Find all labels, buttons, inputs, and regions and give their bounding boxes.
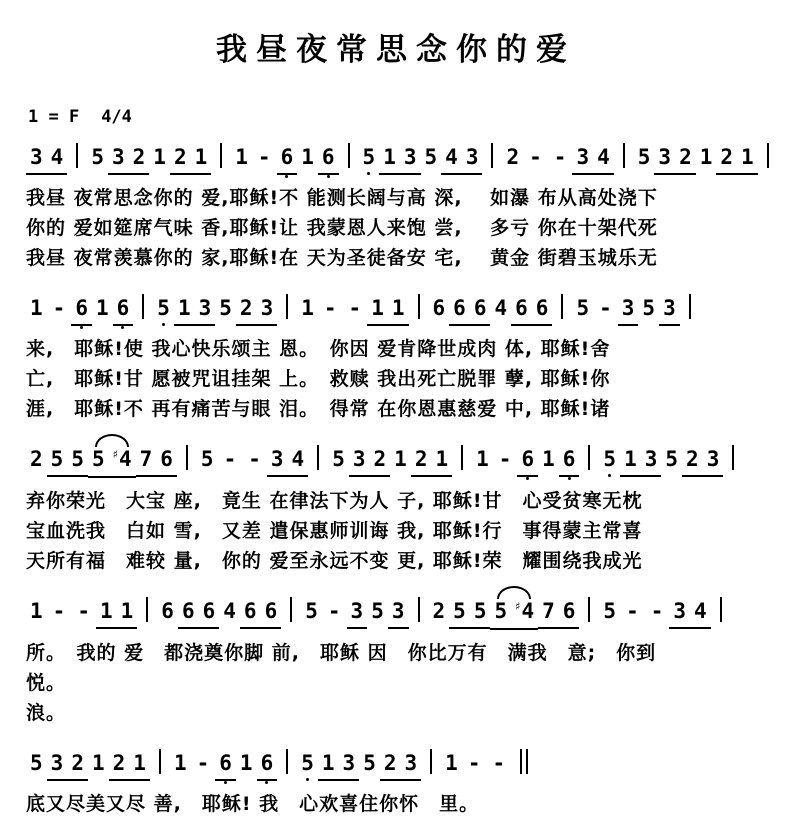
- music-line: [26, 735, 766, 781]
- dash-note: -: [467, 751, 481, 775]
- note: 5: [473, 599, 487, 623]
- beam-group: [572, 145, 613, 175]
- beam-group: [654, 145, 695, 175]
- dash-note: -: [529, 145, 542, 169]
- note: 2: [30, 447, 43, 471]
- note: 5: [30, 751, 43, 775]
- dash-note: -: [498, 447, 512, 471]
- note: 6: [160, 447, 173, 471]
- barline: [732, 445, 734, 470]
- beam-group: [318, 751, 359, 781]
- note: 1: [383, 145, 396, 169]
- barline: [623, 143, 625, 168]
- beam-group: [240, 599, 281, 629]
- note: 2: [373, 447, 387, 471]
- note: 3: [198, 296, 212, 320]
- note: 4: [223, 599, 236, 623]
- beam-group: [47, 447, 88, 477]
- note: 1: [239, 751, 253, 775]
- note: 6: [243, 599, 257, 623]
- beam-group: [517, 447, 538, 477]
- barline: [317, 445, 319, 470]
- note: 1: [99, 599, 113, 623]
- note: 3: [270, 447, 284, 471]
- note: 2: [679, 145, 692, 169]
- barline: [286, 294, 288, 319]
- note: 4: [694, 599, 707, 623]
- beam-group: [88, 447, 136, 478]
- beam-group: [318, 145, 339, 175]
- note: 5: [603, 599, 617, 623]
- note: 5: [200, 447, 214, 471]
- beam-group: [659, 296, 680, 326]
- dash-note: -: [323, 296, 337, 320]
- barline: [491, 143, 493, 168]
- lyric-line: 天所有福 难较 量, 你的 爱至永远不变 更, 耶稣!荣 耀围绕我成光: [26, 550, 643, 572]
- note: 1: [476, 447, 489, 471]
- beam-group: [559, 447, 580, 477]
- note: 6: [113, 296, 134, 320]
- note: 3: [673, 599, 687, 623]
- note: 6: [257, 751, 278, 775]
- beam-group: [669, 599, 710, 629]
- note: 4: [291, 447, 305, 471]
- dash-note: -: [196, 751, 210, 775]
- beam-group: [511, 296, 552, 326]
- note: 2: [112, 751, 126, 775]
- note: 3: [576, 145, 590, 169]
- note: ♯4: [515, 599, 535, 623]
- note: 6: [559, 447, 580, 471]
- note: 6: [318, 145, 339, 169]
- note: 1: [741, 145, 754, 169]
- note: 4: [494, 296, 508, 320]
- note: 3: [663, 296, 676, 320]
- beam-group: [113, 296, 134, 326]
- dash-note: -: [257, 145, 271, 169]
- barline: [220, 143, 222, 168]
- note: 5: [91, 447, 105, 471]
- lyric-line: 所。 我的 爱 都浇奠你脚 前, 耶稣 因 你比万有 满我 意; 你到: [26, 642, 657, 664]
- barline: [146, 597, 148, 622]
- dash-note: -: [327, 599, 341, 623]
- note: 1: [95, 296, 109, 320]
- beam-group: [178, 599, 219, 629]
- beam-group: [441, 145, 482, 175]
- note: 1: [133, 751, 146, 775]
- beam-group: [215, 751, 236, 781]
- beam-group: [170, 145, 211, 175]
- note: 3: [352, 447, 366, 471]
- note: 3: [465, 145, 479, 169]
- barline: [767, 143, 769, 168]
- note: 1: [391, 296, 405, 320]
- note: 5: [363, 751, 376, 775]
- note: 6: [517, 447, 538, 471]
- barline: [159, 749, 161, 774]
- beam-group: [136, 447, 177, 477]
- barline: [142, 294, 144, 319]
- barline: [720, 597, 722, 622]
- dash-note: -: [626, 599, 639, 623]
- note: 5: [371, 599, 384, 623]
- note: 2: [239, 296, 253, 320]
- barline: [418, 294, 420, 319]
- note: 6: [161, 599, 174, 623]
- note: 4: [597, 145, 610, 169]
- beam-group: [449, 599, 490, 629]
- barline: [186, 445, 188, 470]
- note: 5: [642, 296, 656, 320]
- note: 3: [260, 296, 274, 320]
- system-1: [26, 129, 766, 273]
- note: 6: [473, 296, 487, 320]
- dash-note: -: [492, 751, 506, 775]
- note: 1: [371, 296, 384, 320]
- note: 5: [637, 145, 651, 169]
- note: 5: [297, 751, 318, 775]
- lyric-line: 你的 爱如筵席气味 香,耶稣!让 我蒙恩人来饱 尝, 多亏 你在十架代死: [26, 217, 658, 239]
- key-signature-line: [28, 107, 766, 127]
- note: 2: [686, 447, 699, 471]
- lyric-line: 我昼 夜常思念你的 爱,耶稣!不 能测长阔与高 深, 如瀑 布从高处浇下: [26, 187, 658, 209]
- note: 1: [624, 447, 637, 471]
- beam-group: [620, 447, 661, 477]
- note: 5: [424, 145, 438, 169]
- note: 5: [453, 599, 466, 623]
- beam-group: [267, 447, 308, 477]
- music-line: [26, 583, 766, 630]
- note: 7: [139, 447, 153, 471]
- note: 2: [432, 599, 446, 623]
- lyric-line: 弃你荣光 大宝 座, 竟生 在律法下为人 子, 耶稣!甘 心受贫寒无枕: [26, 490, 643, 512]
- beam-group: [71, 296, 92, 326]
- beam-group: [108, 145, 149, 175]
- note: 3: [30, 145, 43, 169]
- note: 1: [445, 751, 458, 775]
- system-2: [26, 280, 766, 424]
- note: 1: [194, 145, 208, 169]
- barline: [418, 597, 420, 622]
- system-4: [26, 583, 766, 728]
- note: 6: [277, 145, 298, 169]
- dash-note: -: [223, 447, 237, 471]
- barline: [561, 294, 563, 319]
- beam-group: [367, 296, 408, 326]
- barline: [588, 597, 590, 622]
- lyric-line: 亡, 耶稣!甘 愿被咒诅挂架 上。 救赎 我出死亡脱罪 孽, 耶稣!你: [26, 368, 611, 390]
- dash-note: -: [650, 599, 664, 623]
- beam-group: [388, 599, 409, 629]
- system-3: [26, 431, 766, 576]
- lyric-line: 浪。: [26, 702, 67, 724]
- beam-group: [26, 145, 67, 175]
- note: 6: [535, 296, 549, 320]
- barline: [689, 294, 691, 319]
- beam-group: [47, 751, 88, 781]
- note: 3: [342, 751, 356, 775]
- score: [26, 129, 766, 819]
- note: 3: [706, 447, 720, 471]
- sharp-icon: ♯: [515, 600, 521, 613]
- note: 2: [132, 145, 146, 169]
- note: 5: [305, 599, 318, 623]
- note: 5: [359, 145, 380, 169]
- note: 1: [542, 447, 555, 471]
- dash-note: -: [248, 447, 261, 471]
- beam-group: [236, 296, 277, 326]
- note: 1: [153, 145, 166, 169]
- note: 6: [71, 296, 92, 320]
- note: 1: [301, 145, 314, 169]
- note: 3: [621, 296, 635, 320]
- beam-group: [257, 751, 278, 781]
- beam-group: [109, 751, 150, 781]
- system-5: [26, 735, 766, 819]
- lyric-line: 底又尽美又尽 善, 耶稣! 我 心欢喜住你怀 里。: [26, 793, 480, 815]
- note: 1: [91, 751, 105, 775]
- note: 1: [30, 296, 43, 320]
- beam-group: [449, 296, 490, 326]
- note: 1: [301, 296, 314, 320]
- lyric-line: 来, 耶稣!使 我心快乐颂主 恩。 你因 爱肯降世成肉 体, 耶稣!舍: [26, 338, 611, 360]
- note: 3: [350, 599, 364, 623]
- beam-group: [349, 447, 390, 477]
- note: 5: [494, 599, 508, 623]
- note: 6: [562, 599, 576, 623]
- note: 2: [173, 145, 187, 169]
- note: 3: [658, 145, 672, 169]
- slur-arc: [490, 599, 538, 630]
- beam-group: [96, 599, 137, 629]
- note: 4: [445, 145, 458, 169]
- note: 1: [321, 751, 335, 775]
- barline: [430, 749, 432, 774]
- barline: [286, 749, 288, 774]
- note: 3: [50, 751, 64, 775]
- note: 3: [644, 447, 658, 471]
- note: 5: [599, 447, 620, 471]
- note: 1: [235, 145, 248, 169]
- note: 5: [50, 447, 64, 471]
- barline: [461, 445, 463, 470]
- beam-group: [538, 599, 579, 629]
- note: 5: [576, 296, 590, 320]
- barline: [290, 597, 292, 622]
- note: 6: [181, 599, 195, 623]
- slur-arc: [88, 447, 136, 478]
- dash-note: -: [599, 296, 612, 320]
- barline: [76, 143, 78, 168]
- note: 2: [383, 751, 397, 775]
- note: 1: [394, 447, 407, 471]
- note: 1: [120, 599, 134, 623]
- note: 1: [699, 145, 713, 169]
- note: 6: [202, 599, 216, 623]
- beam-group: [682, 447, 723, 477]
- song-title: 我昼夜常思念你的爱: [216, 32, 576, 68]
- music-line: [26, 129, 766, 175]
- final-barline: [520, 749, 528, 774]
- note: 6: [515, 296, 528, 320]
- note: 2: [720, 145, 734, 169]
- beam-group: [277, 145, 298, 175]
- note: 5: [71, 447, 84, 471]
- lyric-line: 宝血洗我 白如 雪, 又差 遣保惠师训诲 我, 耶稣!行 事得蒙主常喜: [26, 520, 643, 542]
- note: 1: [173, 751, 187, 775]
- note: ♯4: [112, 447, 132, 471]
- key-signature: 1 = F: [28, 107, 80, 127]
- barline: [348, 143, 350, 168]
- beam-group: [490, 599, 538, 630]
- beam-group: [380, 751, 421, 781]
- note: 3: [391, 599, 405, 623]
- note: 2: [71, 751, 84, 775]
- note: 6: [215, 751, 236, 775]
- lyric-line: 我昼 夜常羡慕你的 家,耶稣!在 天为圣徒备安 宅, 黄金 街碧玉城乐无: [26, 247, 658, 269]
- note: 1: [435, 447, 449, 471]
- beam-group: [347, 599, 368, 629]
- dash-note: -: [52, 296, 66, 320]
- dash-note: -: [553, 145, 567, 169]
- dash-note: -: [52, 599, 66, 623]
- note: 3: [111, 145, 125, 169]
- note: 2: [506, 145, 520, 169]
- note: 5: [332, 447, 345, 471]
- lyric-line: 悦。: [26, 672, 67, 694]
- beam-group: [618, 296, 639, 326]
- music-line: [26, 431, 766, 478]
- lyric-line: 涯, 耶稣!不 再有痛苦与眼 泪。 得常 在你恩惠慈爱 中, 耶稣!诸: [26, 398, 611, 420]
- note: 1: [177, 296, 191, 320]
- note: 6: [432, 296, 446, 320]
- note: 4: [50, 145, 64, 169]
- note: 5: [665, 447, 679, 471]
- note: 3: [403, 145, 417, 169]
- time-signature: 4/4: [101, 107, 132, 127]
- dash-note: -: [77, 599, 90, 623]
- beam-group: [174, 296, 215, 326]
- note: 2: [414, 447, 428, 471]
- note: 6: [453, 296, 466, 320]
- note: 6: [264, 599, 278, 623]
- barline: [588, 445, 590, 470]
- note: 1: [30, 599, 43, 623]
- beam-group: [716, 145, 757, 175]
- beam-group: [379, 145, 420, 175]
- note: 5: [91, 145, 104, 169]
- music-line: [26, 280, 766, 326]
- sharp-icon: ♯: [112, 448, 118, 461]
- beam-group: [411, 447, 452, 477]
- note: 3: [404, 751, 418, 775]
- note: 7: [542, 599, 555, 623]
- note: 5: [153, 296, 174, 320]
- note: 5: [219, 296, 232, 320]
- dash-note: -: [348, 296, 362, 320]
